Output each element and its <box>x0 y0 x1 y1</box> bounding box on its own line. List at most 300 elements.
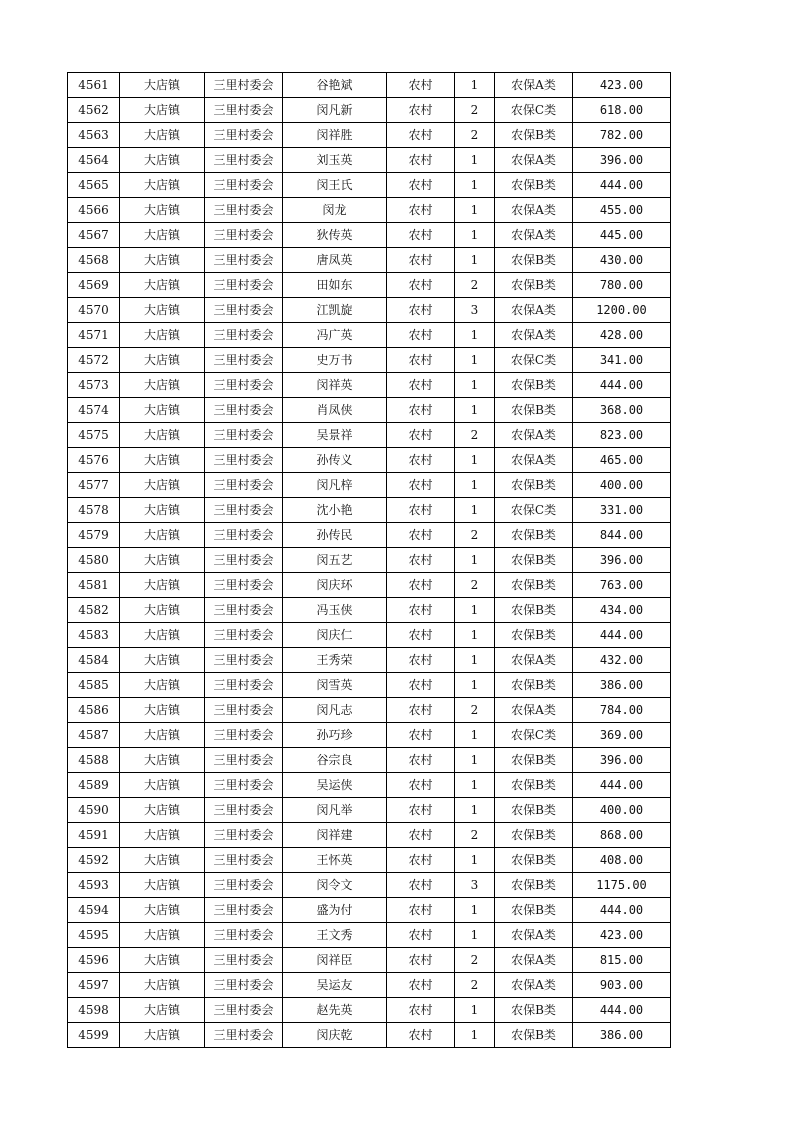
person-name-cell: 闵庆乾 <box>283 1023 387 1048</box>
person-name-cell: 闵凡梓 <box>283 473 387 498</box>
amount-cell: 903.00 <box>573 973 671 998</box>
amount-cell: 396.00 <box>573 748 671 773</box>
household-type-cell: 农村 <box>387 298 455 323</box>
person-name-cell: 吴运侠 <box>283 773 387 798</box>
person-name-cell: 闵祥臣 <box>283 948 387 973</box>
household-type-cell: 农村 <box>387 923 455 948</box>
record-number-cell: 4592 <box>68 848 120 873</box>
insurance-category-cell: 农保B类 <box>495 848 573 873</box>
insurance-category-cell: 农保B类 <box>495 623 573 648</box>
household-type-cell: 农村 <box>387 423 455 448</box>
member-count-cell: 1 <box>455 498 495 523</box>
record-number-cell: 4594 <box>68 898 120 923</box>
household-type-cell: 农村 <box>387 998 455 1023</box>
record-number-cell: 4572 <box>68 348 120 373</box>
record-number-cell: 4590 <box>68 798 120 823</box>
village-committee-cell: 三里村委会 <box>205 673 283 698</box>
village-committee-cell: 三里村委会 <box>205 373 283 398</box>
town-cell: 大店镇 <box>120 548 205 573</box>
town-cell: 大店镇 <box>120 473 205 498</box>
household-type-cell: 农村 <box>387 748 455 773</box>
amount-cell: 423.00 <box>573 923 671 948</box>
table-row <box>68 698 671 723</box>
town-cell: 大店镇 <box>120 248 205 273</box>
town-cell: 大店镇 <box>120 573 205 598</box>
town-cell: 大店镇 <box>120 973 205 998</box>
table-row <box>68 623 671 648</box>
household-type-cell: 农村 <box>387 823 455 848</box>
table-row <box>68 848 671 873</box>
insurance-category-cell: 农保A类 <box>495 298 573 323</box>
amount-cell: 396.00 <box>573 548 671 573</box>
person-name-cell: 闵凡举 <box>283 798 387 823</box>
person-name-cell: 肖凤侠 <box>283 398 387 423</box>
village-committee-cell: 三里村委会 <box>205 523 283 548</box>
amount-cell: 444.00 <box>573 373 671 398</box>
table-row <box>68 373 671 398</box>
record-number-cell: 4587 <box>68 723 120 748</box>
town-cell: 大店镇 <box>120 948 205 973</box>
record-number-cell: 4597 <box>68 973 120 998</box>
insurance-category-cell: 农保A类 <box>495 948 573 973</box>
village-committee-cell: 三里村委会 <box>205 123 283 148</box>
village-committee-cell: 三里村委会 <box>205 923 283 948</box>
village-committee-cell: 三里村委会 <box>205 223 283 248</box>
insurance-category-cell: 农保B类 <box>495 1023 573 1048</box>
record-number-cell: 4584 <box>68 648 120 673</box>
table-row <box>68 423 671 448</box>
record-number-cell: 4565 <box>68 173 120 198</box>
household-type-cell: 农村 <box>387 323 455 348</box>
record-number-cell: 4581 <box>68 573 120 598</box>
household-type-cell: 农村 <box>387 773 455 798</box>
record-number-cell: 4570 <box>68 298 120 323</box>
person-name-cell: 吴运友 <box>283 973 387 998</box>
amount-cell: 465.00 <box>573 448 671 473</box>
town-cell: 大店镇 <box>120 598 205 623</box>
village-committee-cell: 三里村委会 <box>205 848 283 873</box>
person-name-cell: 闵王氏 <box>283 173 387 198</box>
village-committee-cell: 三里村委会 <box>205 773 283 798</box>
village-committee-cell: 三里村委会 <box>205 398 283 423</box>
amount-cell: 434.00 <box>573 598 671 623</box>
village-committee-cell: 三里村委会 <box>205 73 283 98</box>
table-row <box>68 723 671 748</box>
village-committee-cell: 三里村委会 <box>205 98 283 123</box>
amount-cell: 868.00 <box>573 823 671 848</box>
member-count-cell: 1 <box>455 223 495 248</box>
table-row <box>68 923 671 948</box>
household-type-cell: 农村 <box>387 148 455 173</box>
table-row <box>68 548 671 573</box>
insurance-category-cell: 农保C类 <box>495 723 573 748</box>
table-row <box>68 573 671 598</box>
person-name-cell: 闵祥胜 <box>283 123 387 148</box>
village-committee-cell: 三里村委会 <box>205 973 283 998</box>
household-type-cell: 农村 <box>387 873 455 898</box>
person-name-cell: 沈小艳 <box>283 498 387 523</box>
person-name-cell: 闵庆仁 <box>283 623 387 648</box>
record-number-cell: 4561 <box>68 73 120 98</box>
record-number-cell: 4589 <box>68 773 120 798</box>
insurance-category-cell: 农保B类 <box>495 473 573 498</box>
village-committee-cell: 三里村委会 <box>205 548 283 573</box>
village-committee-cell: 三里村委会 <box>205 448 283 473</box>
table-body <box>68 73 671 1048</box>
household-type-cell: 农村 <box>387 598 455 623</box>
village-committee-cell: 三里村委会 <box>205 948 283 973</box>
table-row <box>68 873 671 898</box>
amount-cell: 396.00 <box>573 148 671 173</box>
record-number-cell: 4575 <box>68 423 120 448</box>
insurance-category-cell: 农保B类 <box>495 798 573 823</box>
member-count-cell: 1 <box>455 898 495 923</box>
person-name-cell: 盛为付 <box>283 898 387 923</box>
town-cell: 大店镇 <box>120 123 205 148</box>
village-committee-cell: 三里村委会 <box>205 323 283 348</box>
amount-cell: 400.00 <box>573 798 671 823</box>
town-cell: 大店镇 <box>120 423 205 448</box>
person-name-cell: 孙巧珍 <box>283 723 387 748</box>
insurance-category-cell: 农保A类 <box>495 698 573 723</box>
household-type-cell: 农村 <box>387 173 455 198</box>
town-cell: 大店镇 <box>120 748 205 773</box>
record-number-cell: 4563 <box>68 123 120 148</box>
village-committee-cell: 三里村委会 <box>205 598 283 623</box>
person-name-cell: 王文秀 <box>283 923 387 948</box>
member-count-cell: 2 <box>455 823 495 848</box>
record-number-cell: 4579 <box>68 523 120 548</box>
record-number-cell: 4582 <box>68 598 120 623</box>
village-committee-cell: 三里村委会 <box>205 498 283 523</box>
record-number-cell: 4567 <box>68 223 120 248</box>
record-number-cell: 4583 <box>68 623 120 648</box>
member-count-cell: 1 <box>455 798 495 823</box>
person-name-cell: 孙传民 <box>283 523 387 548</box>
household-type-cell: 农村 <box>387 448 455 473</box>
town-cell: 大店镇 <box>120 623 205 648</box>
member-count-cell: 2 <box>455 973 495 998</box>
insurance-category-cell: 农保A类 <box>495 423 573 448</box>
insurance-category-cell: 农保B类 <box>495 748 573 773</box>
table-row <box>68 448 671 473</box>
village-committee-cell: 三里村委会 <box>205 298 283 323</box>
table-row <box>68 198 671 223</box>
village-committee-cell: 三里村委会 <box>205 198 283 223</box>
record-number-cell: 4566 <box>68 198 120 223</box>
insurance-category-cell: 农保B类 <box>495 998 573 1023</box>
village-committee-cell: 三里村委会 <box>205 748 283 773</box>
member-count-cell: 1 <box>455 448 495 473</box>
member-count-cell: 1 <box>455 598 495 623</box>
village-committee-cell: 三里村委会 <box>205 873 283 898</box>
insurance-category-cell: 农保B类 <box>495 273 573 298</box>
member-count-cell: 1 <box>455 198 495 223</box>
member-count-cell: 3 <box>455 298 495 323</box>
town-cell: 大店镇 <box>120 923 205 948</box>
record-number-cell: 4573 <box>68 373 120 398</box>
household-type-cell: 农村 <box>387 398 455 423</box>
member-count-cell: 1 <box>455 998 495 1023</box>
table-row <box>68 973 671 998</box>
town-cell: 大店镇 <box>120 873 205 898</box>
amount-cell: 823.00 <box>573 423 671 448</box>
amount-cell: 423.00 <box>573 73 671 98</box>
insurance-category-cell: 农保A类 <box>495 973 573 998</box>
insurance-category-cell: 农保B类 <box>495 773 573 798</box>
record-number-cell: 4585 <box>68 673 120 698</box>
household-type-cell: 农村 <box>387 648 455 673</box>
village-committee-cell: 三里村委会 <box>205 1023 283 1048</box>
amount-cell: 455.00 <box>573 198 671 223</box>
table-row <box>68 298 671 323</box>
village-committee-cell: 三里村委会 <box>205 998 283 1023</box>
amount-cell: 444.00 <box>573 773 671 798</box>
amount-cell: 368.00 <box>573 398 671 423</box>
member-count-cell: 2 <box>455 423 495 448</box>
member-count-cell: 1 <box>455 473 495 498</box>
amount-cell: 444.00 <box>573 623 671 648</box>
town-cell: 大店镇 <box>120 1023 205 1048</box>
insurance-category-cell: 农保B类 <box>495 898 573 923</box>
member-count-cell: 2 <box>455 123 495 148</box>
record-number-cell: 4577 <box>68 473 120 498</box>
member-count-cell: 1 <box>455 648 495 673</box>
amount-cell: 444.00 <box>573 998 671 1023</box>
table-row <box>68 673 671 698</box>
table-row <box>68 948 671 973</box>
insurance-category-cell: 农保A类 <box>495 323 573 348</box>
member-count-cell: 2 <box>455 98 495 123</box>
household-type-cell: 农村 <box>387 73 455 98</box>
record-number-cell: 4576 <box>68 448 120 473</box>
amount-cell: 784.00 <box>573 698 671 723</box>
member-count-cell: 2 <box>455 273 495 298</box>
person-name-cell: 闵祥建 <box>283 823 387 848</box>
insurance-category-cell: 农保C类 <box>495 498 573 523</box>
village-committee-cell: 三里村委会 <box>205 423 283 448</box>
household-type-cell: 农村 <box>387 848 455 873</box>
table-row <box>68 598 671 623</box>
person-name-cell: 闵雪英 <box>283 673 387 698</box>
village-committee-cell: 三里村委会 <box>205 173 283 198</box>
table-row <box>68 173 671 198</box>
amount-cell: 618.00 <box>573 98 671 123</box>
person-name-cell: 史万书 <box>283 348 387 373</box>
insurance-category-cell: 农保B类 <box>495 373 573 398</box>
person-name-cell: 赵先英 <box>283 998 387 1023</box>
amount-cell: 400.00 <box>573 473 671 498</box>
town-cell: 大店镇 <box>120 348 205 373</box>
record-number-cell: 4591 <box>68 823 120 848</box>
amount-cell: 782.00 <box>573 123 671 148</box>
village-committee-cell: 三里村委会 <box>205 798 283 823</box>
member-count-cell: 2 <box>455 573 495 598</box>
insurance-category-cell: 农保B类 <box>495 248 573 273</box>
record-number-cell: 4564 <box>68 148 120 173</box>
record-number-cell: 4578 <box>68 498 120 523</box>
household-type-cell: 农村 <box>387 123 455 148</box>
person-name-cell: 闵五艺 <box>283 548 387 573</box>
table-row <box>68 348 671 373</box>
member-count-cell: 1 <box>455 923 495 948</box>
insurance-category-cell: 农保A类 <box>495 223 573 248</box>
household-type-cell: 农村 <box>387 623 455 648</box>
village-committee-cell: 三里村委会 <box>205 473 283 498</box>
table-row <box>68 323 671 348</box>
person-name-cell: 江凯旋 <box>283 298 387 323</box>
record-number-cell: 4580 <box>68 548 120 573</box>
amount-cell: 444.00 <box>573 898 671 923</box>
village-committee-cell: 三里村委会 <box>205 898 283 923</box>
person-name-cell: 刘玉英 <box>283 148 387 173</box>
town-cell: 大店镇 <box>120 898 205 923</box>
record-number-cell: 4595 <box>68 923 120 948</box>
household-type-cell: 农村 <box>387 673 455 698</box>
person-name-cell: 狄传英 <box>283 223 387 248</box>
record-number-cell: 4588 <box>68 748 120 773</box>
household-type-cell: 农村 <box>387 523 455 548</box>
town-cell: 大店镇 <box>120 998 205 1023</box>
member-count-cell: 1 <box>455 73 495 98</box>
town-cell: 大店镇 <box>120 448 205 473</box>
household-type-cell: 农村 <box>387 548 455 573</box>
table-row <box>68 398 671 423</box>
record-number-cell: 4574 <box>68 398 120 423</box>
table-row <box>68 1023 671 1048</box>
insurance-category-cell: 农保B类 <box>495 523 573 548</box>
amount-cell: 763.00 <box>573 573 671 598</box>
person-name-cell: 唐凤英 <box>283 248 387 273</box>
town-cell: 大店镇 <box>120 98 205 123</box>
town-cell: 大店镇 <box>120 823 205 848</box>
town-cell: 大店镇 <box>120 698 205 723</box>
record-number-cell: 4598 <box>68 998 120 1023</box>
insurance-category-cell: 农保A类 <box>495 448 573 473</box>
insurance-category-cell: 农保B类 <box>495 173 573 198</box>
member-count-cell: 1 <box>455 748 495 773</box>
town-cell: 大店镇 <box>120 198 205 223</box>
amount-cell: 428.00 <box>573 323 671 348</box>
town-cell: 大店镇 <box>120 848 205 873</box>
town-cell: 大店镇 <box>120 798 205 823</box>
household-type-cell: 农村 <box>387 723 455 748</box>
town-cell: 大店镇 <box>120 648 205 673</box>
amount-cell: 432.00 <box>573 648 671 673</box>
village-committee-cell: 三里村委会 <box>205 648 283 673</box>
insurance-category-cell: 农保B类 <box>495 673 573 698</box>
person-name-cell: 闵祥英 <box>283 373 387 398</box>
record-number-cell: 4562 <box>68 98 120 123</box>
insurance-category-cell: 农保A类 <box>495 648 573 673</box>
town-cell: 大店镇 <box>120 523 205 548</box>
member-count-cell: 1 <box>455 848 495 873</box>
table-row <box>68 473 671 498</box>
member-count-cell: 1 <box>455 623 495 648</box>
household-type-cell: 农村 <box>387 698 455 723</box>
person-name-cell: 冯玉侠 <box>283 598 387 623</box>
insurance-category-cell: 农保C类 <box>495 348 573 373</box>
amount-cell: 815.00 <box>573 948 671 973</box>
member-count-cell: 1 <box>455 173 495 198</box>
insurance-category-cell: 农保B类 <box>495 398 573 423</box>
household-type-cell: 农村 <box>387 198 455 223</box>
village-committee-cell: 三里村委会 <box>205 248 283 273</box>
town-cell: 大店镇 <box>120 398 205 423</box>
amount-cell: 331.00 <box>573 498 671 523</box>
village-committee-cell: 三里村委会 <box>205 573 283 598</box>
household-type-cell: 农村 <box>387 1023 455 1048</box>
records-table <box>67 72 671 1048</box>
insurance-category-cell: 农保B类 <box>495 123 573 148</box>
insurance-category-cell: 农保B类 <box>495 573 573 598</box>
household-type-cell: 农村 <box>387 948 455 973</box>
member-count-cell: 1 <box>455 348 495 373</box>
table-row <box>68 998 671 1023</box>
person-name-cell: 田如东 <box>283 273 387 298</box>
amount-cell: 430.00 <box>573 248 671 273</box>
person-name-cell: 王秀荣 <box>283 648 387 673</box>
town-cell: 大店镇 <box>120 323 205 348</box>
member-count-cell: 2 <box>455 948 495 973</box>
table-row <box>68 148 671 173</box>
person-name-cell: 闵庆环 <box>283 573 387 598</box>
town-cell: 大店镇 <box>120 73 205 98</box>
member-count-cell: 1 <box>455 723 495 748</box>
household-type-cell: 农村 <box>387 348 455 373</box>
town-cell: 大店镇 <box>120 148 205 173</box>
table-row <box>68 223 671 248</box>
insurance-category-cell: 农保B类 <box>495 598 573 623</box>
table-row <box>68 498 671 523</box>
amount-cell: 1175.00 <box>573 873 671 898</box>
table-row <box>68 748 671 773</box>
village-committee-cell: 三里村委会 <box>205 348 283 373</box>
household-type-cell: 农村 <box>387 798 455 823</box>
town-cell: 大店镇 <box>120 373 205 398</box>
household-type-cell: 农村 <box>387 898 455 923</box>
person-name-cell: 孙传义 <box>283 448 387 473</box>
table-row <box>68 823 671 848</box>
village-committee-cell: 三里村委会 <box>205 723 283 748</box>
member-count-cell: 1 <box>455 548 495 573</box>
member-count-cell: 2 <box>455 698 495 723</box>
member-count-cell: 3 <box>455 873 495 898</box>
household-type-cell: 农村 <box>387 573 455 598</box>
person-name-cell: 吴景祥 <box>283 423 387 448</box>
town-cell: 大店镇 <box>120 273 205 298</box>
village-committee-cell: 三里村委会 <box>205 148 283 173</box>
amount-cell: 780.00 <box>573 273 671 298</box>
record-number-cell: 4593 <box>68 873 120 898</box>
insurance-category-cell: 农保A类 <box>495 923 573 948</box>
table-row <box>68 248 671 273</box>
insurance-category-cell: 农保B类 <box>495 548 573 573</box>
insurance-category-cell: 农保A类 <box>495 73 573 98</box>
insurance-category-cell: 农保B类 <box>495 873 573 898</box>
person-name-cell: 闵凡志 <box>283 698 387 723</box>
insurance-category-cell: 农保A类 <box>495 198 573 223</box>
amount-cell: 445.00 <box>573 223 671 248</box>
record-number-cell: 4586 <box>68 698 120 723</box>
member-count-cell: 1 <box>455 323 495 348</box>
member-count-cell: 1 <box>455 398 495 423</box>
record-number-cell: 4599 <box>68 1023 120 1048</box>
table-row <box>68 73 671 98</box>
village-committee-cell: 三里村委会 <box>205 273 283 298</box>
person-name-cell: 闵龙 <box>283 198 387 223</box>
village-committee-cell: 三里村委会 <box>205 623 283 648</box>
